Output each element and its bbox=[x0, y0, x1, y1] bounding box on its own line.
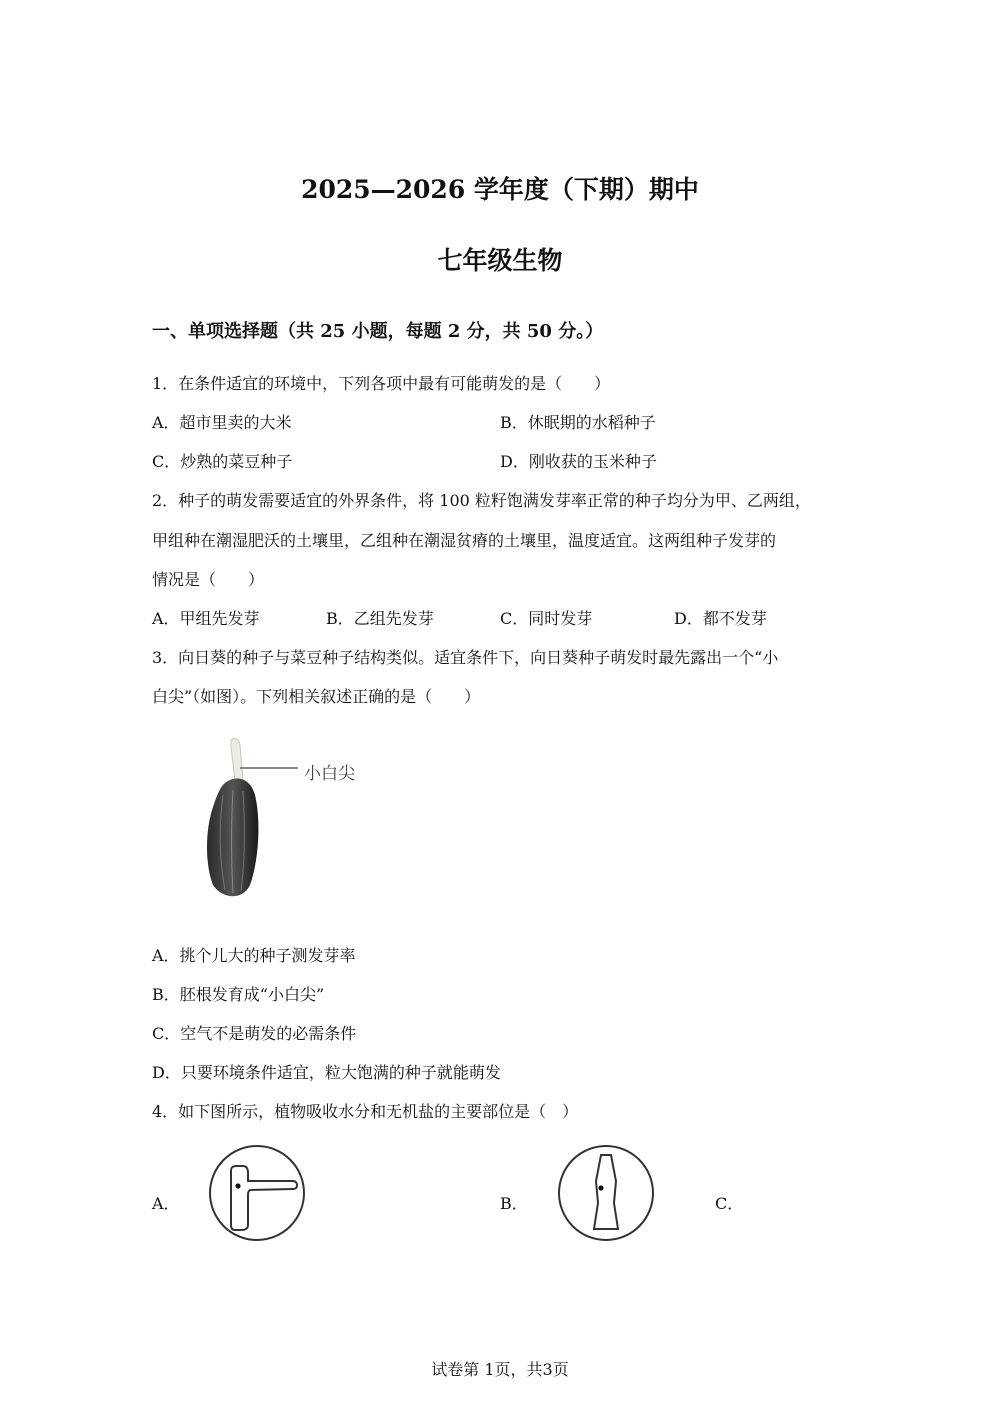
q3-option-c: C．空气不是萌发的必需条件 bbox=[152, 1024, 357, 1043]
q2-option-d: D．都不发芽 bbox=[674, 609, 767, 628]
q2-option-a: A．甲组先发芽 bbox=[152, 609, 260, 628]
page-footer: 试卷第 1页，共3页 bbox=[431, 1360, 569, 1379]
exam-title: 2025—2026 学年度（下期）期中 bbox=[301, 175, 699, 204]
root-hair-cell-diagram bbox=[207, 1143, 307, 1243]
q3-option-a: A．挑个儿大的种子测发芽率 bbox=[152, 946, 356, 965]
q2-stem-line-2: 甲组种在潮湿肥沃的土壤里，乙组种在潮湿贫瘠的土壤里，温度适宜。这两组种子发芽的 bbox=[152, 531, 777, 550]
section-heading: 一、单项选择题（共 25 小题，每题 2 分，共 50 分。） bbox=[152, 321, 604, 342]
q2-option-c: C．同时发芽 bbox=[500, 609, 593, 628]
q3-option-b: B．胚根发育成“小白尖” bbox=[152, 985, 325, 1004]
exam-subject: 七年级生物 bbox=[437, 246, 563, 275]
sunflower-seed-figure bbox=[195, 735, 305, 905]
q2-option-b: B．乙组先发芽 bbox=[326, 609, 434, 628]
q4-option-b: B． bbox=[500, 1194, 528, 1213]
q2-stem-line-3: 情况是（ ） bbox=[152, 570, 265, 589]
q2-stem-line-1: 2．种子的萌发需要适宜的外界条件，将 100 粒籽饱满发芽率正常的种子均分为甲、乙两组， bbox=[152, 491, 811, 510]
q4-stem: 4．如下图所示，植物吸收水分和无机盐的主要部位是（ ） bbox=[152, 1102, 579, 1121]
q4-option-c: C． bbox=[715, 1194, 744, 1213]
q3-stem-line-1: 3．向日葵的种子与菜豆种子结构类似。适宜条件下，向日葵种子萌发时最先露出一个“小 bbox=[152, 648, 779, 667]
q1-option-d: D．刚收获的玉米种子 bbox=[500, 452, 657, 471]
q1-option-b: B．休眠期的水稻种子 bbox=[500, 413, 656, 432]
q1-option-c: C．炒熟的菜豆种子 bbox=[152, 452, 293, 471]
q3-option-d: D．只要环境条件适宜，粒大饱满的种子就能萌发 bbox=[152, 1063, 501, 1082]
q4-option-a: A． bbox=[152, 1194, 180, 1213]
q3-stem-line-2: 白尖”（如图）。下列相关叙述正确的是（ ） bbox=[152, 687, 481, 706]
q1-stem: 1．在条件适宜的环境中，下列各项中最有可能萌发的是（ ） bbox=[152, 374, 611, 393]
elongated-cell-diagram bbox=[556, 1143, 656, 1243]
figure-label: 小白尖 bbox=[304, 764, 355, 784]
q1-option-a: A．超市里卖的大米 bbox=[152, 413, 292, 432]
